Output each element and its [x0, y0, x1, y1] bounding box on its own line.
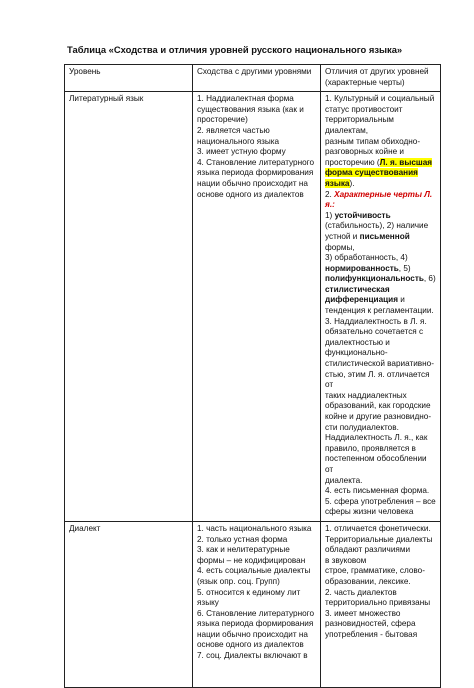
text-line: 3. как и нелитературные: [197, 545, 290, 555]
text-line: 1. Наддиалектная форма: [197, 94, 294, 104]
text-line: [325, 264, 437, 275]
text-line: 3. имеет устную форму: [197, 147, 286, 157]
comparison-table: [64, 64, 441, 688]
table-header-row: [65, 65, 441, 92]
text-line: 3) обработанность, 4): [325, 253, 408, 263]
text-line: [325, 158, 437, 169]
text-line: сферы жизни человека: [325, 507, 414, 517]
text-line: образовании, лексике.: [325, 576, 411, 586]
cell-diff-dialect: [321, 521, 441, 687]
text-line: таких наддиалектных: [325, 390, 407, 400]
text-line: диалектностью и: [325, 337, 390, 347]
text-line: разным типам обиходно-: [325, 136, 421, 146]
cell-similar-literary: [193, 92, 321, 522]
text-fragment: , 6): [423, 274, 436, 284]
text-line: 3. имеет множество: [325, 608, 401, 618]
text-fragment: просторечию (: [325, 157, 380, 167]
highlighted-text: форма существования: [325, 168, 418, 178]
text-line: 1. часть национального языка: [197, 523, 312, 533]
text-fragment: формы,: [325, 242, 355, 252]
text-fragment: , 5): [398, 263, 411, 273]
text-fragment: ).: [349, 178, 355, 188]
text-fragment: 2.: [325, 189, 332, 199]
text-line: сти полудиалектов.: [325, 422, 399, 432]
text-line: статус противостоит: [325, 104, 403, 114]
text-line: койне и другие разновидно-: [325, 412, 432, 421]
text-line: территориальным диалектам,: [325, 115, 394, 135]
text-line: [325, 190, 437, 211]
text-line: 1. Культурный и социальный: [325, 94, 435, 104]
text-line: языка периода формирования: [197, 168, 314, 178]
text-line: языка периода формирования: [197, 619, 314, 629]
text-line: языку: [197, 598, 219, 608]
text-fragment: 1): [325, 210, 333, 220]
bold-text: письменной: [359, 231, 410, 241]
text-line: 6. Становление литературного: [197, 608, 315, 618]
highlighted-text: Л. я. высшая: [379, 157, 433, 167]
text-line: Наддиалектность Л. я., как: [325, 433, 428, 443]
bold-text: нормированность: [325, 263, 399, 273]
cell-diff-literary: [321, 92, 441, 522]
text-line: употребления - бытовая: [325, 629, 418, 639]
text-line: [325, 168, 437, 179]
text-line: разговорных койне и: [325, 147, 404, 157]
text-line: (язык опр. соц. Групп): [197, 576, 280, 586]
text-line: диалекта.: [325, 475, 363, 485]
text-line: 1. отличается фонетически.: [325, 523, 431, 533]
text-line: тенденция к регламентации.: [325, 306, 434, 316]
text-line: [325, 232, 437, 253]
text-line: разновидностей, сфера: [325, 619, 416, 629]
text-line: стью, этим Л. я. отличается от: [325, 369, 430, 390]
text-line: (стабильность), 2) наличие: [325, 221, 429, 231]
text-line: [325, 179, 437, 190]
text-line: [325, 295, 437, 306]
text-line: образований, как городские: [325, 401, 431, 411]
text-line: нации обычно происходит на: [197, 629, 308, 639]
text-line: существования языка (как и: [197, 104, 304, 114]
text-line: функционально-: [325, 348, 388, 358]
cell-level-literary: Литературный язык: [65, 92, 193, 522]
text-fragment: устной и: [325, 231, 358, 241]
text-line: 2. часть диалектов: [325, 587, 397, 597]
bold-text: стилистическая: [325, 284, 390, 294]
text-fragment: и: [400, 295, 405, 305]
header-differences: Отличия от других уровней (характерные черты): [321, 65, 441, 92]
highlighted-text: языка: [325, 178, 350, 188]
text-line: 4. Становление литературного: [197, 157, 315, 167]
text-line: [325, 274, 437, 285]
header-similarities: Сходства с другими уровнями: [193, 65, 321, 92]
text-line: обязательно сочетается с: [325, 327, 424, 337]
text-line: [325, 285, 437, 296]
text-line: 7. соц. Диалекты включают в: [197, 651, 308, 661]
text-line: постепенном обособлении от: [325, 454, 427, 474]
cell-level-dialect: Диалект: [65, 521, 193, 687]
text-line: основе одного из диалектов: [197, 189, 304, 199]
table-row-dialect: [65, 521, 441, 687]
text-line: стилистической вариативно-: [325, 359, 434, 369]
cell-similar-dialect: [193, 521, 321, 687]
text-line: 4. есть письменная форма.: [325, 486, 430, 496]
text-line: Территориальные диалекты: [325, 534, 433, 544]
text-line: просторечие): [197, 115, 248, 125]
text-line: национального языка: [197, 136, 280, 146]
text-line: 2. только устная форма: [197, 534, 288, 544]
red-heading-text: Характерные черты Л. я.:: [325, 189, 433, 210]
header-level: Уровень: [65, 65, 193, 92]
bold-text: дифференциация: [325, 295, 398, 305]
text-line: 2. является частью: [197, 125, 270, 135]
text-line: основе одного из диалектов: [197, 640, 304, 650]
text-line: территориально привязаны: [325, 598, 431, 608]
text-line: 4. есть социальные диалекты: [197, 566, 311, 576]
document-title: Таблица «Сходства и отличия уровней русского национального языка»: [67, 44, 403, 55]
text-line: нации обычно происходит на: [197, 178, 308, 188]
text-line: обладают различиями: [325, 545, 411, 555]
bold-text: полифункциональность: [325, 274, 424, 284]
text-line: 5. относится к единому лит: [197, 587, 301, 597]
text-line: в звуковом: [325, 555, 367, 565]
table-row-literary: [65, 92, 441, 522]
text-line: 3. Наддиалектность в Л. я.: [325, 316, 427, 326]
text-line: формы – не кодифицирован: [197, 555, 306, 565]
text-line: строе, грамматике, слово-: [325, 566, 425, 576]
bold-text: устойчивость: [334, 210, 391, 220]
text-line: 5. сфера употребления – все: [325, 496, 436, 506]
text-line: [325, 211, 437, 222]
text-line: правило, проявляется в: [325, 443, 416, 453]
